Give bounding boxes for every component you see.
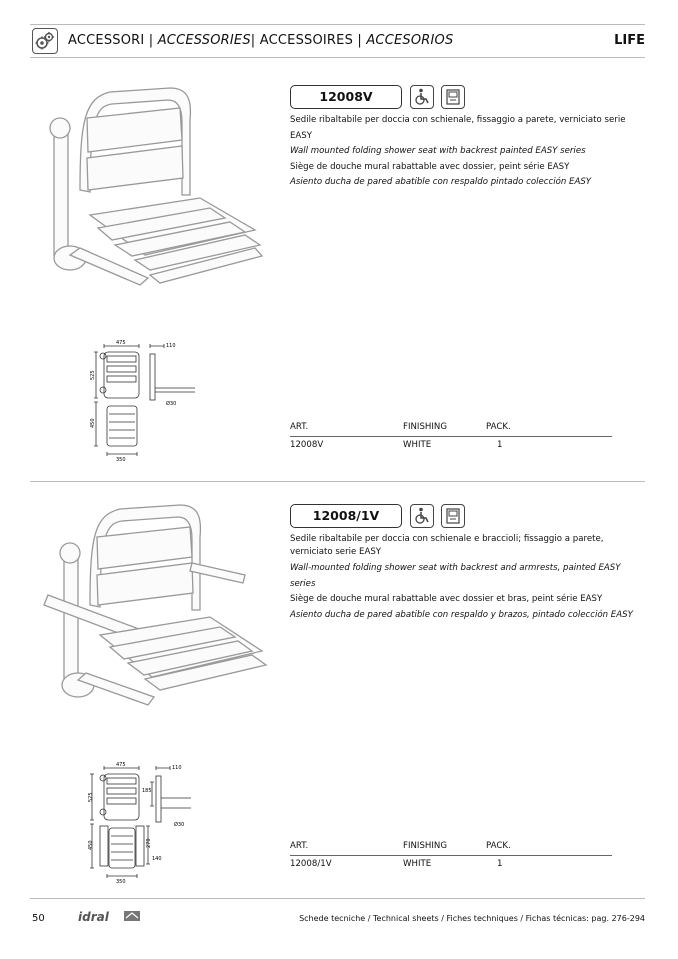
- product-table: [290, 419, 612, 454]
- desc-it: Sedile ribaltabile per doccia con schienale, fissaggio a parete, verniciato serie EASY: [290, 115, 626, 141]
- dim-armrest-offset: 140: [152, 856, 162, 862]
- title-separator: |: [250, 33, 256, 48]
- brand-logo-text: idral: [78, 910, 109, 924]
- seat-badge-icon: [441, 504, 465, 528]
- dim-base: 350: [116, 457, 126, 462]
- desc-es: Asiento ducha de pared abatible con respaldo y brazos, pintado colección EASY: [290, 609, 633, 620]
- desc-en: Wall mounted folding shower seat with backrest painted EASY series: [290, 146, 586, 156]
- col-art: ART.: [290, 422, 309, 432]
- title-it: ACCESSORI: [68, 33, 145, 48]
- dim-diameter: Ø30: [166, 401, 177, 407]
- table-row: [290, 437, 612, 454]
- product-code-box: [290, 504, 402, 528]
- title-fr: ACCESSOIRES: [259, 33, 354, 48]
- dim-height-back: 525: [88, 792, 94, 802]
- product-code: 12008V: [319, 89, 373, 104]
- col-finishing: FINISHING: [403, 422, 447, 432]
- technical-drawing: [82, 762, 202, 884]
- desc-en: Wall-mounted folding shower seat with backrest and armrests, painted EASY series: [290, 563, 621, 589]
- col-art: ART.: [290, 841, 309, 851]
- brand-logo: [78, 908, 148, 926]
- cell-art: 12008/1V: [290, 859, 332, 869]
- divider: [30, 481, 645, 482]
- cell-art: 12008V: [290, 440, 324, 450]
- dim-base: 350: [116, 879, 126, 884]
- desc-fr: Siège de douche mural rabattable avec dossier, peint série EASY: [290, 161, 570, 172]
- dim-width: 475: [116, 762, 126, 768]
- page-number: 50: [32, 913, 45, 924]
- col-pack: PACK.: [486, 422, 511, 432]
- desc-es: Asiento ducha de pared abatible con respaldo pintado colección EASY: [290, 177, 592, 187]
- dim-depth: 110: [166, 343, 176, 349]
- product-image-12008v: [40, 80, 280, 295]
- product-description: [290, 533, 640, 623]
- product-code-box: [290, 85, 402, 109]
- cell-pack: 1: [497, 440, 503, 450]
- product-image-12008-1v: [40, 495, 280, 710]
- product-table: [290, 838, 612, 873]
- page-header: [30, 24, 645, 58]
- dim-armrest-height: 185: [142, 788, 152, 794]
- dim-depth: 110: [172, 765, 182, 771]
- footer-reference: Schede tecniche / Technical sheets / Fiches techniques / Fichas técnicas: pag. 276-294: [299, 914, 645, 923]
- seat-badge-icon: [441, 85, 465, 109]
- dim-height-back: 525: [90, 370, 96, 380]
- product-code: 12008/1V: [312, 508, 380, 523]
- wheelchair-icon: [410, 85, 434, 109]
- title-separator: |: [357, 33, 362, 48]
- col-pack: PACK.: [486, 841, 511, 851]
- cell-pack: 1: [497, 859, 503, 869]
- table-row: [290, 856, 612, 873]
- table-header: [290, 838, 612, 856]
- title-es: ACCESORIOS: [366, 33, 454, 48]
- title-en: ACCESSORIES: [157, 33, 251, 48]
- dim-width: 475: [116, 340, 126, 346]
- desc-it: Sedile ribaltabile per doccia con schienale e braccioli; fissaggio a parete, verniciato serie EASY: [290, 534, 604, 557]
- settings-gears-icon: [32, 28, 58, 54]
- col-finishing: FINISHING: [403, 841, 447, 851]
- dim-diameter: Ø30: [174, 822, 185, 828]
- desc-fr: Siège de douche mural rabattable avec dossier et bras, peint série EASY: [290, 594, 603, 604]
- cell-finishing: WHITE: [403, 440, 432, 450]
- dim-armrest-length: 270: [146, 838, 152, 848]
- dim-height-seat: 450: [88, 840, 94, 850]
- technical-drawing: [82, 340, 202, 462]
- collection-label: LIFE: [614, 33, 645, 48]
- footer-divider: [30, 898, 645, 899]
- cell-finishing: WHITE: [403, 859, 432, 869]
- wheelchair-icon: [410, 504, 434, 528]
- table-header: [290, 419, 612, 437]
- title-separator: |: [148, 33, 154, 48]
- dim-height-seat: 450: [90, 418, 96, 428]
- section-title: [68, 33, 453, 48]
- product-description: [290, 113, 640, 191]
